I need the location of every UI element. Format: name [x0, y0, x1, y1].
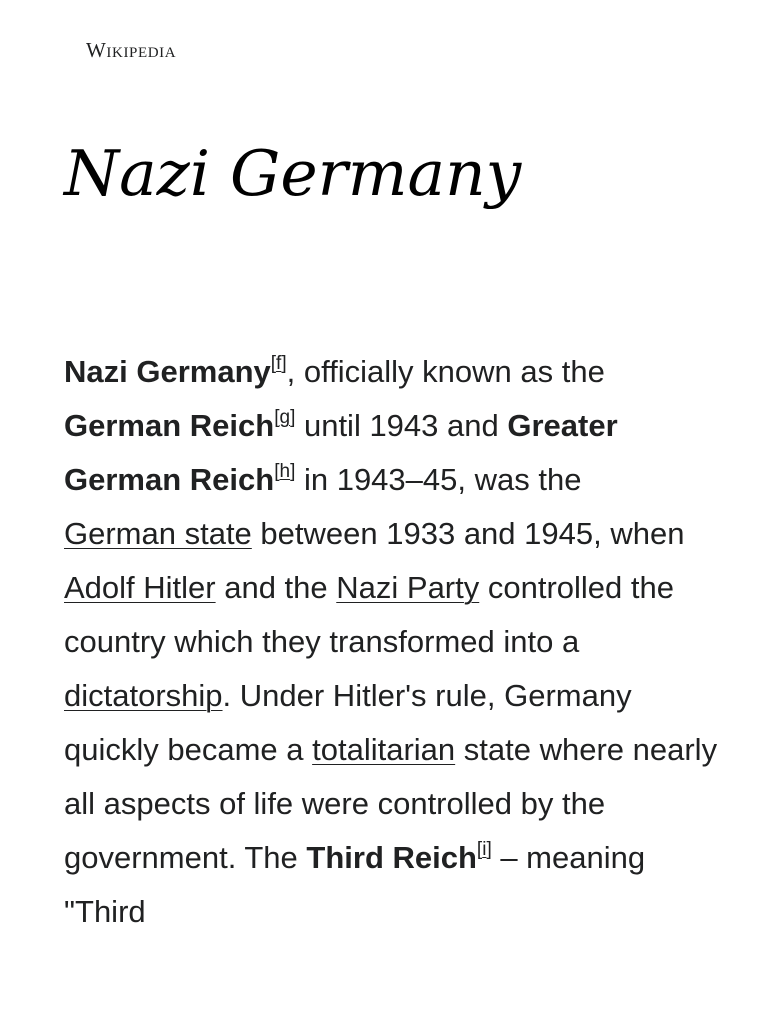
link-german-state[interactable]: German state [64, 516, 252, 551]
footnote-link-i[interactable]: i [482, 839, 487, 860]
lead-text: in 1943–45, was the [295, 462, 582, 497]
lead-text: . Under Hitler's rule, Germany quickly became a [64, 678, 632, 767]
wikipedia-wordmark[interactable]: Wikipedia [86, 38, 177, 62]
link-adolf-hitler[interactable]: Adolf Hitler [64, 570, 216, 605]
link-totalitarian[interactable]: totalitarian [312, 732, 456, 767]
lead-text: – meaning "Third [64, 840, 646, 929]
footnote-ref[interactable]: [f] [270, 353, 287, 374]
footnote-link-f[interactable]: f [276, 353, 282, 374]
lead-text: until 1943 and [295, 408, 508, 443]
footnote-ref[interactable]: [g] [274, 407, 296, 428]
bold-term: German Reich [64, 408, 275, 443]
lead-text: controlled the country which they transformed into a [64, 570, 674, 659]
lead-text: between 1933 and 1945, when [251, 516, 685, 551]
bold-term: Third Reich [306, 840, 477, 875]
page-title: Nazi Germany [64, 137, 522, 210]
footnote-link-g[interactable]: g [279, 407, 291, 428]
link-dictatorship[interactable]: dictatorship [64, 678, 223, 713]
footnote-ref[interactable]: [i] [476, 839, 492, 860]
bold-term: Greater German Reich [64, 408, 618, 497]
lead-text: , officially known as the [286, 354, 605, 389]
footnote-link-h[interactable]: h [279, 461, 291, 482]
lead-paragraph [64, 345, 724, 939]
lead-text: state where nearly all aspects of life were controlled by the government. The [64, 732, 718, 875]
bold-term: Nazi Germany [64, 354, 271, 389]
lead-text: and the [215, 570, 337, 605]
footnote-ref[interactable]: [h] [274, 461, 296, 482]
link-nazi-party[interactable]: Nazi Party [336, 570, 480, 605]
